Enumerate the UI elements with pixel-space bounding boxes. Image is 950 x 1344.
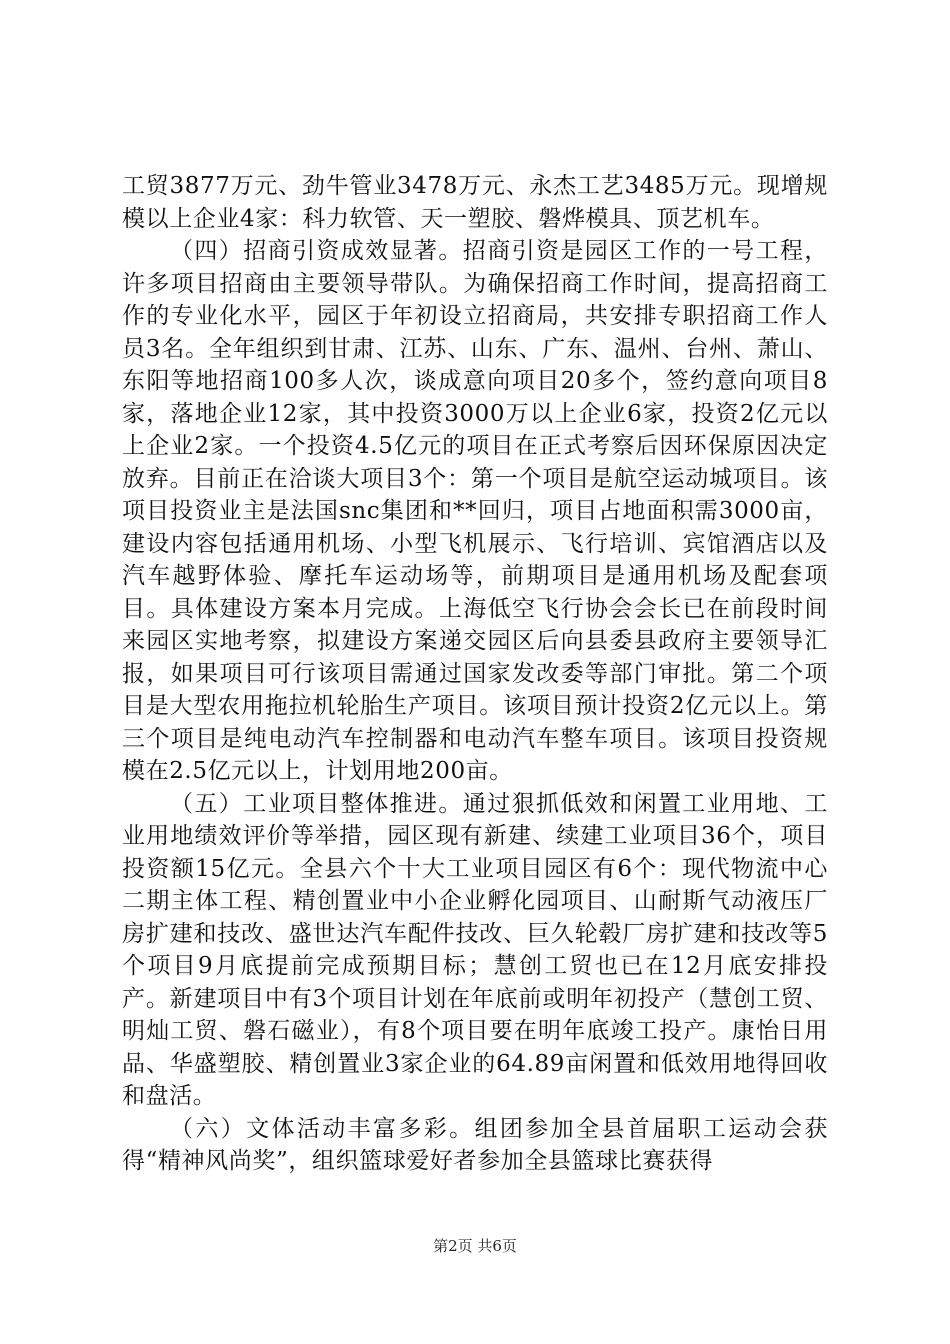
document-body [122,170,828,1178]
page-footer: 第2页 共6页 [433,1237,517,1255]
paragraph-investment-attraction: （四）招商引资成效显著。招商引资是园区工作的一号工程，许多项目招商由主要领导带队。为确保招商工作时间，提高招商工作的专业化水平，园区于年初设立招商局，共安排专职招商工作人员3名。全年组织到甘肃、江苏、山东、广东、温州、台州、萧山、东阳等地招商100多人次，谈成意向项目20多个，签约意向项目8家，落地企业12家，其中投资3000万以上企业6家，投资2亿元以上企业2家。一个投资4.5亿元的项目在正式考察后因环保原因决定放弃。目前正在洽谈大项目3个：第一个项目是航空运动城项目。该项目投资业主是法国snc集团和**回归，项目占地面积需3000亩，建设内容包括通用机场、小型飞机展示、飞行培训、宾馆酒店以及汽车越野体验、摩托车运动场等，前期项目是通用机场及配套项目。具体建设方案本月完成。上海低空飞行协会会长已在前段时间来园区实地考察，拟建设方案递交园区后向县委县政府主要领导汇报，如果项目可行该项目需通过国家发改委等部门审批。第二个项目是大型农用拖拉机轮胎生产项目。该项目预计投资2亿元以上。第三个项目是纯电动汽车控制器和电动汽车整车项目。该项目投资规模在2.5亿元以上，计划用地200亩。 [122,238,828,784]
paragraph-industrial-projects: （五）工业项目整体推进。通过狠抓低效和闲置工业用地、工业用地绩效评价等举措，园区现有新建、续建工业项目36个，项目投资额15亿元。全县六个十大工业项目园区有6个：现代物流中心二期主体工程、精创置业中小企业孵化园项目、山耐斯气动液压厂房扩建和技改、盛世达汽车配件技改、巨久轮毂厂房扩建和技改等5个项目9月底提前完成预期目标；慧创工贸也已在12月底安排投产。新建项目中有3个项目计划在年底前或明年初投产（慧创工贸、明灿工贸、磐石磁业），有8个项目要在明年底竣工投产。康怡日用品、华盛塑胶、精创置业3家企业的64.89亩闲置和低效用地得回收和盘活。 [122,790,828,1109]
paragraph-continuation: 工贸3877万元、劲牛管业3478万元、永杰工艺3485万元。现增规模以上企业4家：科力软管、天一塑胶、磐烨模具、顶艺机车。 [122,173,828,232]
paragraph-cultural-activities: （六）文体活动丰富多彩。组团参加全县首届职工运动会获得“精神风尚奖”，组织篮球爱好者参加全县篮球比赛获得 [122,1115,828,1174]
